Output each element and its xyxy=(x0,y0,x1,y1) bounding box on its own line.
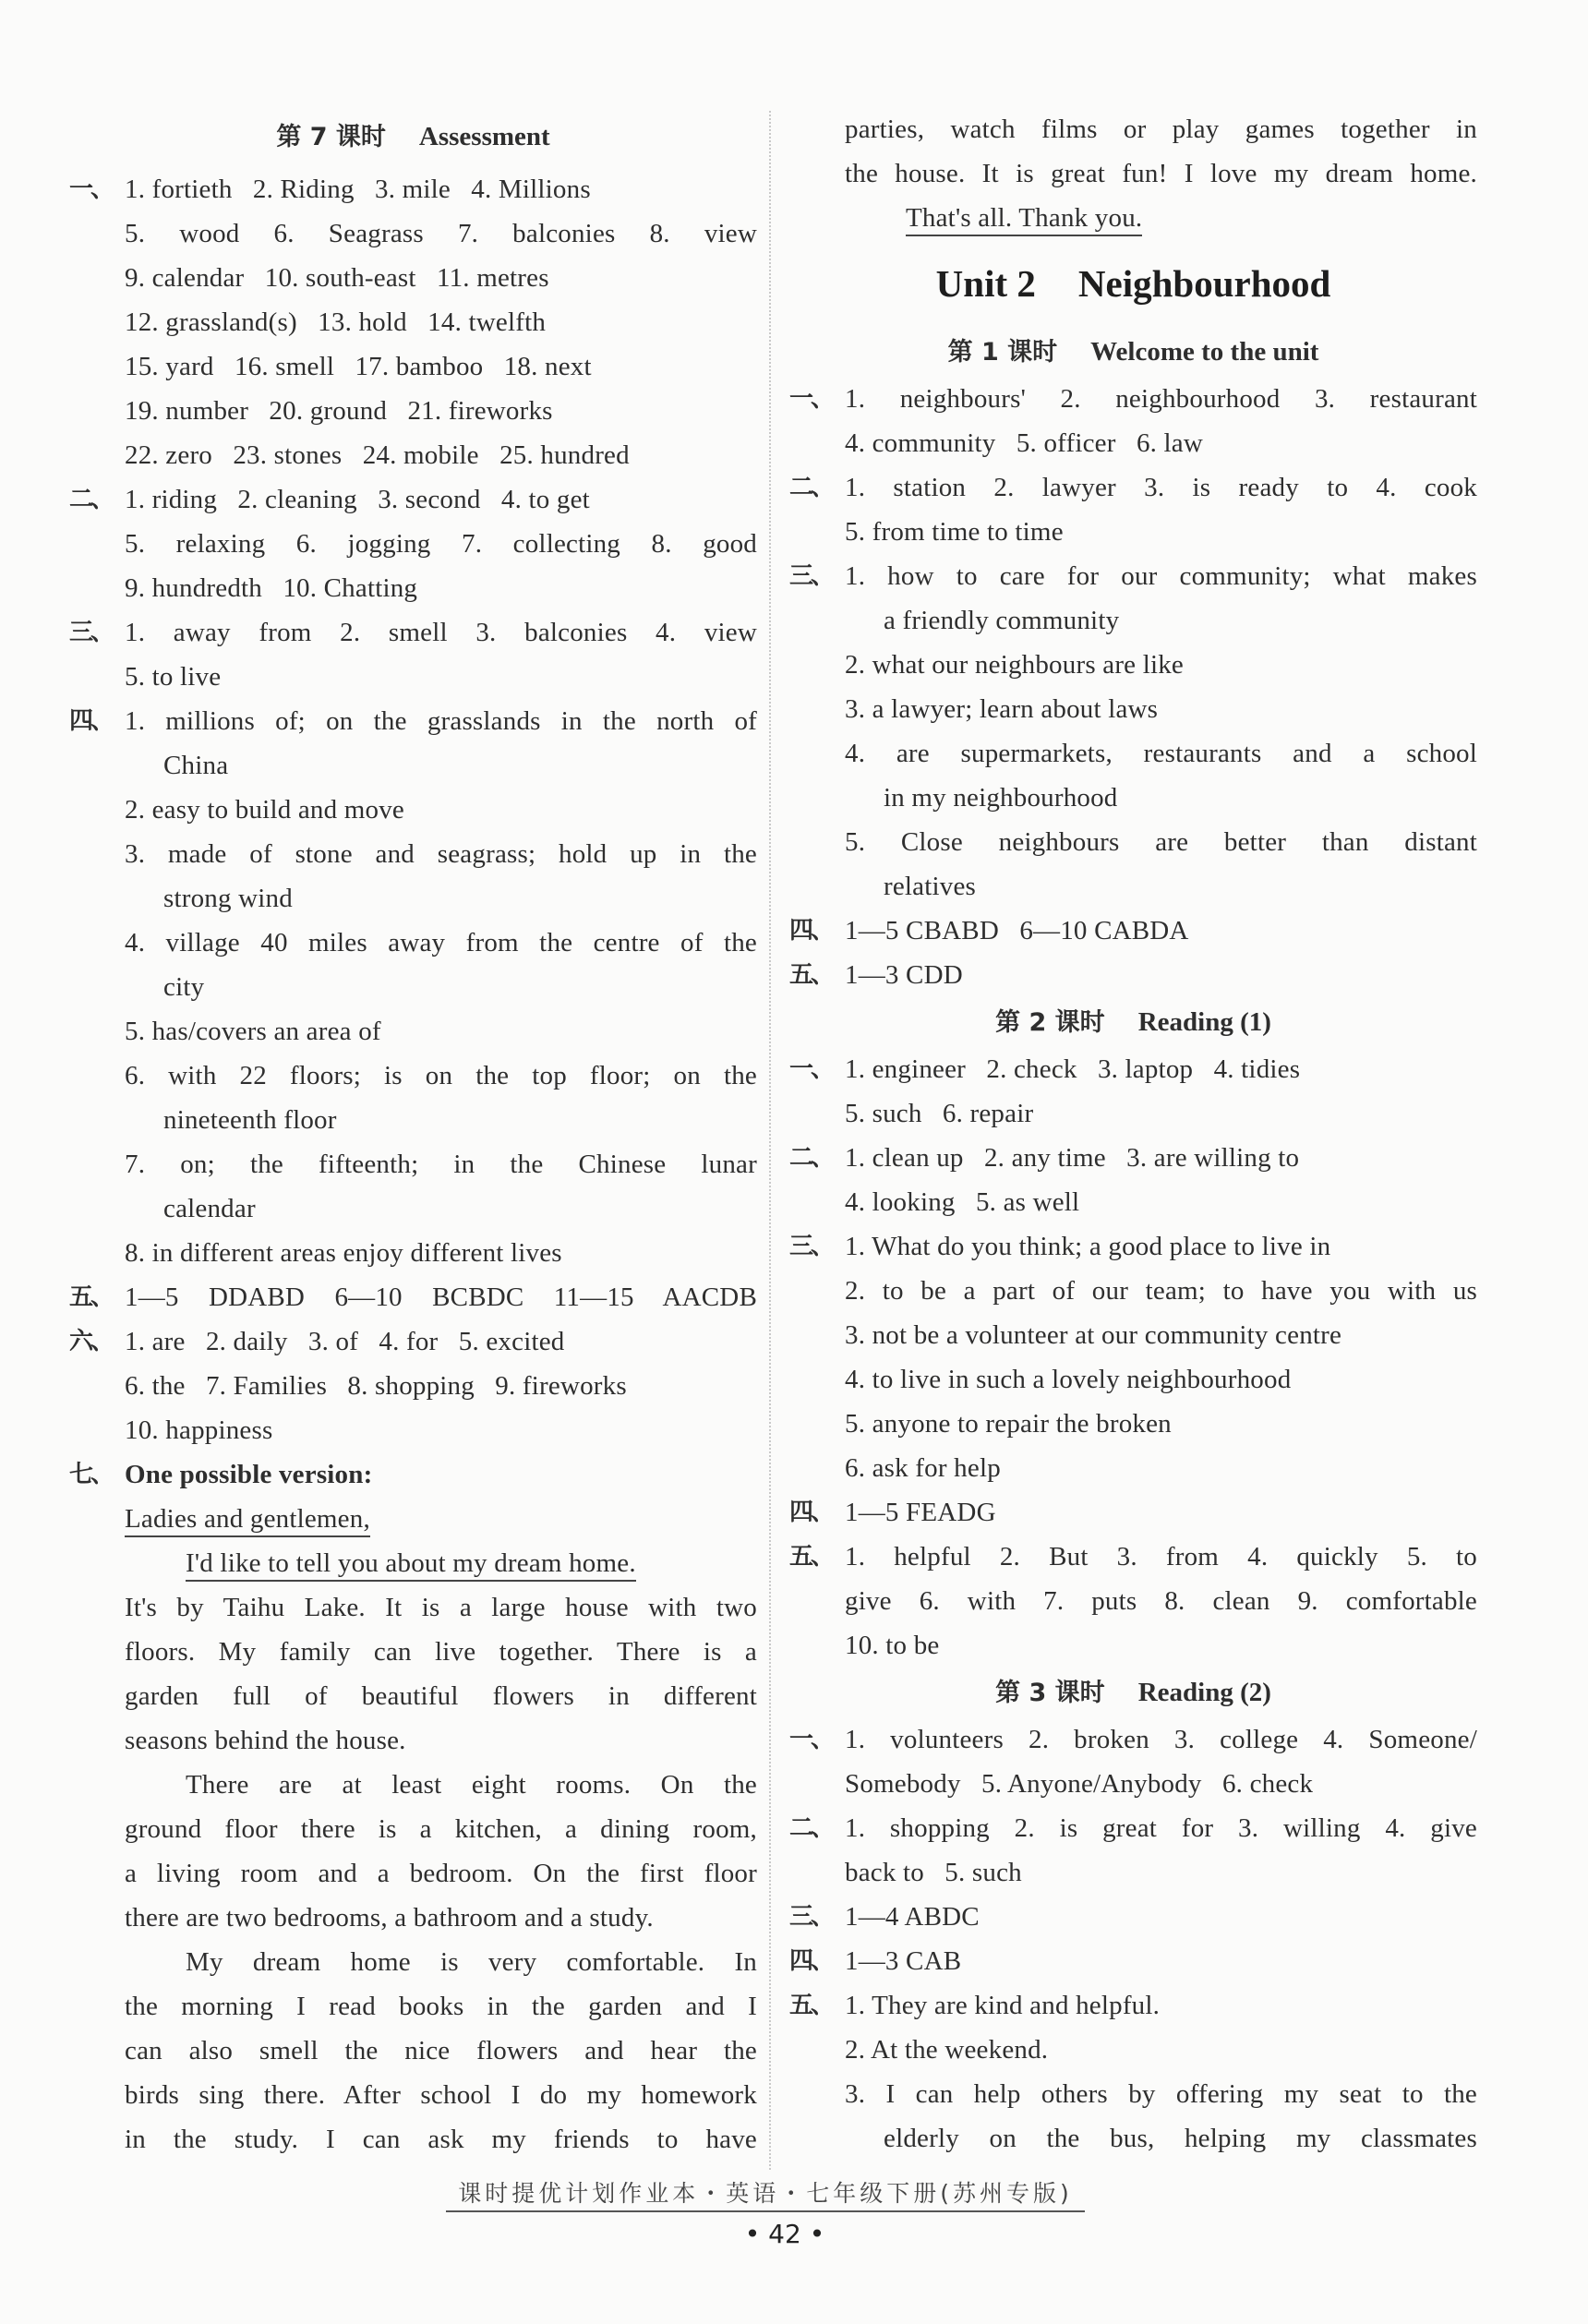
lesson-title: Assessment xyxy=(418,122,550,151)
answer-text: 1. volunteers 2. broken 3. college 4. Someone/ xyxy=(845,1725,1477,1754)
answer-line xyxy=(69,610,757,655)
section-marker: 五、 xyxy=(789,1543,833,1571)
section-marker: 一、 xyxy=(789,1726,833,1753)
answer-line xyxy=(789,1579,1477,1623)
section-marker: 一、 xyxy=(789,385,833,413)
answer-text: 4. are supermarkets, restaurants and a school xyxy=(845,739,1477,768)
answer-text: 3. made of stone and seagrass; hold up in the xyxy=(125,839,757,869)
answer-text: 19. number 20. ground 21. fireworks xyxy=(125,396,553,426)
section-marker: 五、 xyxy=(69,1283,113,1311)
answer-line xyxy=(69,389,757,433)
page-number: • 42 • xyxy=(744,2219,825,2249)
answer-text: the morning I read books in the garden and I xyxy=(125,1992,757,2021)
answer-line xyxy=(69,1319,757,1364)
answer-line xyxy=(69,1630,757,1674)
answer-line xyxy=(789,1446,1477,1490)
answer-text: elderly on the bus, helping my classmates xyxy=(884,2124,1477,2153)
answer-text: 3. not be a volunteer at our community centre xyxy=(845,1320,1342,1350)
answer-line xyxy=(789,377,1477,421)
answer-text: the house. It is great fun! I love my dream home. xyxy=(845,159,1477,188)
section-marker: 三、 xyxy=(789,1233,833,1260)
answer-text: 1. clean up 2. any time 3. are willing to xyxy=(845,1143,1300,1173)
underlined-text xyxy=(125,1497,757,1541)
answer-text: 5. such 6. repair xyxy=(845,1099,1034,1128)
underlined-text xyxy=(186,1541,757,1585)
answer-text: 1. station 2. lawyer 3. is ready to 4. cook xyxy=(845,473,1477,502)
answer-line xyxy=(789,1269,1477,1313)
answer-line xyxy=(789,864,1477,909)
answer-line xyxy=(69,1364,757,1408)
answer-text: 2. easy to build and move xyxy=(125,795,405,825)
answer-line xyxy=(789,820,1477,864)
answer-line xyxy=(69,2117,757,2161)
answer-text: That's all. Thank you. xyxy=(906,203,1142,236)
right-column xyxy=(789,107,1477,2161)
answer-text: 4. looking 5. as well xyxy=(845,1187,1080,1217)
answer-text: 6. with 22 floors; is on the top floor; on the xyxy=(125,1061,757,1090)
answer-line xyxy=(789,1091,1477,1136)
answer-text: city xyxy=(163,972,205,1002)
answer-text: nineteenth floor xyxy=(163,1105,337,1135)
answer-line xyxy=(69,211,757,256)
answer-line xyxy=(69,876,757,921)
answer-line xyxy=(69,965,757,1009)
answer-text: 1. how to care for our community; what makes xyxy=(845,561,1477,591)
answer-text: 3. I can help others by offering my seat to the xyxy=(845,2079,1477,2109)
answer-line xyxy=(789,687,1477,731)
section-marker: 二、 xyxy=(789,1814,833,1842)
answer-text: 8. in different areas enjoy different lives xyxy=(125,1238,562,1268)
unit-heading xyxy=(789,240,1477,327)
answer-text: 3. a lawyer; learn about laws xyxy=(845,694,1159,724)
answer-line xyxy=(789,510,1477,554)
answer-line xyxy=(69,1984,757,2029)
answer-line xyxy=(789,1762,1477,1806)
answer-line xyxy=(789,1402,1477,1446)
answer-line xyxy=(69,300,757,344)
answer-line xyxy=(69,1009,757,1054)
answer-text: relatives xyxy=(884,872,977,901)
answer-line xyxy=(69,1497,757,1541)
answer-line xyxy=(69,832,757,876)
answer-text: 5. anyone to repair the broken xyxy=(845,1409,1172,1439)
answer-text: 1—5 FEADG xyxy=(845,1498,996,1527)
answer-text: 1. engineer 2. check 3. laptop 4. tidies xyxy=(845,1054,1301,1084)
answer-text: 6. ask for help xyxy=(845,1453,1001,1483)
answer-line xyxy=(69,1054,757,1098)
answer-text: 1—5 DDABD 6—10 BCBDC 11—15 AACDB xyxy=(125,1282,757,1312)
answer-text: ground floor there is a kitchen, a dining room, xyxy=(125,1814,757,1844)
answer-line xyxy=(69,1541,757,1585)
answer-line xyxy=(789,1850,1477,1895)
answer-text: 1. What do you think; a good place to live in xyxy=(845,1232,1331,1261)
answer-text: Somebody 5. Anyone/Anybody 6. check xyxy=(845,1769,1314,1799)
answer-line xyxy=(69,1186,757,1231)
answer-line xyxy=(789,1717,1477,1762)
section-marker: 七、 xyxy=(69,1461,113,1488)
answer-text: 2. At the weekend. xyxy=(845,2035,1049,2065)
answer-text: 1—5 CBABD 6—10 CABDA xyxy=(845,916,1189,945)
answer-text: 6. the 7. Families 8. shopping 9. fireworks xyxy=(125,1371,627,1401)
answer-line xyxy=(789,1623,1477,1668)
answer-line xyxy=(69,256,757,300)
answer-line xyxy=(69,1585,757,1630)
answer-line xyxy=(789,776,1477,820)
lesson-number: 第 3 课时 xyxy=(995,1679,1105,1707)
answer-text: floors. My family can live together. There is a xyxy=(125,1637,757,1667)
answer-text: a living room and a bedroom. On the first floor xyxy=(125,1859,757,1888)
answer-text: 1. They are kind and helpful. xyxy=(845,1991,1161,2020)
answer-line xyxy=(789,598,1477,643)
section-marker: 一、 xyxy=(69,175,113,203)
answer-line xyxy=(789,1313,1477,1357)
answer-text: 22. zero 23. stones 24. mobile 25. hundred xyxy=(125,440,630,470)
lesson-heading xyxy=(789,997,1477,1047)
answer-line xyxy=(789,465,1477,510)
lesson-heading xyxy=(69,107,757,167)
answer-text: It's by Taihu Lake. It is a large house with two xyxy=(125,1593,757,1622)
answer-line xyxy=(69,1098,757,1142)
answer-line xyxy=(69,1718,757,1763)
answer-line xyxy=(69,699,757,743)
answer-text: My dream home is very comfortable. In xyxy=(186,1947,757,1977)
answer-line xyxy=(789,1983,1477,2028)
answer-line xyxy=(789,953,1477,997)
answer-line xyxy=(69,1763,757,1807)
answer-line xyxy=(69,1408,757,1452)
answer-text: strong wind xyxy=(163,884,293,913)
answer-text: 1—4 ABDC xyxy=(845,1902,980,1932)
answer-line xyxy=(69,1142,757,1186)
answer-text: back to 5. such xyxy=(845,1858,1022,1887)
answer-line xyxy=(69,433,757,477)
answer-text: 1—3 CDD xyxy=(845,960,963,990)
answer-text: 1—3 CAB xyxy=(845,1946,962,1976)
answer-line xyxy=(789,1136,1477,1180)
answer-line xyxy=(69,1231,757,1275)
lesson-heading xyxy=(789,1668,1477,1717)
answer-line xyxy=(789,1535,1477,1579)
answer-text: can also smell the nice flowers and hear the xyxy=(125,2036,757,2065)
answer-text: in my neighbourhood xyxy=(884,783,1118,813)
answer-text: 12. grassland(s) 13. hold 14. twelfth xyxy=(125,307,547,337)
answer-text: parties, watch films or play games together in xyxy=(845,114,1477,144)
answer-text: There are at least eight rooms. On the xyxy=(186,1770,757,1800)
answer-text: give 6. with 7. puts 8. clean 9. comfortable xyxy=(845,1586,1477,1616)
answer-text: 7. on; the fifteenth; in the Chinese lunar xyxy=(125,1150,757,1179)
answer-text: 10. to be xyxy=(845,1631,940,1660)
answer-line xyxy=(789,554,1477,598)
answer-text: 2. what our neighbours are like xyxy=(845,650,1184,680)
lesson-number: 第 2 课时 xyxy=(995,1008,1105,1037)
section-marker: 三、 xyxy=(69,619,113,646)
answer-line xyxy=(69,344,757,389)
answer-text: 1. riding 2. cleaning 3. second 4. to get xyxy=(125,485,590,514)
answer-line xyxy=(69,477,757,522)
answer-line xyxy=(69,1674,757,1718)
answer-line xyxy=(789,1357,1477,1402)
answer-text: 5. relaxing 6. jogging 7. collecting 8. good xyxy=(125,529,757,559)
answer-line xyxy=(789,1895,1477,1939)
section-marker: 四、 xyxy=(789,1499,833,1526)
answer-text: China xyxy=(163,751,229,780)
answer-text: a friendly community xyxy=(884,606,1120,635)
section-marker: 五、 xyxy=(789,961,833,989)
answer-line xyxy=(789,2072,1477,2116)
answer-line xyxy=(789,1180,1477,1224)
answer-line xyxy=(69,167,757,211)
answer-text: 1. are 2. daily 3. of 4. for 5. excited xyxy=(125,1327,565,1356)
section-marker: 六、 xyxy=(69,1328,113,1355)
answer-text: 1. helpful 2. But 3. from 4. quickly 5. to xyxy=(845,1542,1477,1571)
underlined-text xyxy=(906,196,1477,240)
answer-text: 15. yard 16. smell 17. bamboo 18. next xyxy=(125,352,592,381)
left-column xyxy=(69,107,757,2161)
lesson-number: 第 1 课时 xyxy=(947,338,1058,367)
answer-line xyxy=(69,655,757,699)
answer-line xyxy=(789,731,1477,776)
answer-line xyxy=(69,743,757,788)
answer-text: 4. to live in such a lovely neighbourhood xyxy=(845,1365,1292,1394)
answer-line xyxy=(789,196,1477,240)
answer-text: One possible version: xyxy=(125,1460,373,1489)
lesson-heading xyxy=(789,327,1477,377)
lesson-title: Welcome to the unit xyxy=(1090,337,1319,367)
answer-text: 1. away from 2. smell 3. balconies 4. view xyxy=(125,618,757,647)
section-marker: 二、 xyxy=(69,486,113,513)
lesson-number: 第 7 课时 xyxy=(276,123,386,151)
section-marker: 三、 xyxy=(789,562,833,590)
answer-line xyxy=(789,643,1477,687)
answer-text: 1. millions of; on the grasslands in the north of xyxy=(125,706,757,736)
answer-line xyxy=(789,1939,1477,1983)
answer-line xyxy=(69,1452,757,1497)
answer-text: 4. community 5. officer 6. law xyxy=(845,428,1204,458)
answer-text: 4. village 40 miles away from the centre of the xyxy=(125,928,757,957)
answer-line xyxy=(789,107,1477,151)
answer-line xyxy=(69,921,757,965)
unit-title: Neighbourhood xyxy=(1077,262,1331,305)
answer-text: 1. shopping 2. is great for 3. willing 4. give xyxy=(845,1813,1477,1843)
section-marker: 二、 xyxy=(789,1144,833,1172)
answer-line xyxy=(69,1940,757,1984)
answer-line xyxy=(69,2029,757,2073)
answer-text: 5. wood 6. Seagrass 7. balconies 8. view xyxy=(125,219,757,248)
answer-line xyxy=(69,1275,757,1319)
answer-line xyxy=(789,1047,1477,1091)
answer-text: 5. has/covers an area of xyxy=(125,1017,381,1046)
answer-text: 1. neighbours' 2. neighbourhood 3. restaurant xyxy=(845,384,1477,414)
answer-line xyxy=(789,909,1477,953)
answer-text: calendar xyxy=(163,1194,256,1223)
section-marker: 五、 xyxy=(789,1992,833,2019)
section-marker: 四、 xyxy=(789,917,833,945)
answer-text: I'd like to tell you about my dream home. xyxy=(186,1548,636,1582)
answer-text: 9. calendar 10. south-east 11. metres xyxy=(125,263,549,293)
answer-line xyxy=(789,2116,1477,2161)
unit-number: Unit 2 xyxy=(935,262,1036,305)
section-marker: 二、 xyxy=(789,474,833,501)
answer-line xyxy=(69,1807,757,1851)
lesson-title: Reading (1) xyxy=(1137,1007,1271,1037)
answer-line xyxy=(69,1896,757,1940)
answer-line xyxy=(69,566,757,610)
answer-line xyxy=(789,151,1477,196)
answer-line xyxy=(69,1851,757,1896)
answer-text: 5. from time to time xyxy=(845,517,1064,547)
lesson-title: Reading (2) xyxy=(1137,1678,1271,1707)
answer-line xyxy=(789,421,1477,465)
answer-text: birds sing there. After school I do my homework xyxy=(125,2080,757,2110)
answer-text: 2. to be a part of our team; to have you with us xyxy=(845,1276,1477,1306)
answer-text: 1. fortieth 2. Riding 3. mile 4. Millions xyxy=(125,175,591,204)
section-marker: 四、 xyxy=(69,707,113,735)
column-divider xyxy=(769,111,771,2170)
answer-text: 5. to live xyxy=(125,662,222,692)
answer-text: garden full of beautiful flowers in different xyxy=(125,1681,757,1711)
answer-text: 5. Close neighbours are better than distant xyxy=(845,827,1477,857)
answer-text: in the study. I can ask my friends to have xyxy=(125,2125,757,2154)
answer-line xyxy=(789,1806,1477,1850)
answer-text: 10. happiness xyxy=(125,1415,273,1445)
answer-text: seasons behind the house. xyxy=(125,1726,406,1755)
answer-line xyxy=(789,1224,1477,1269)
answer-text: there are two bedrooms, a bathroom and a study. xyxy=(125,1903,654,1933)
answer-text: 9. hundredth 10. Chatting xyxy=(125,573,418,603)
answer-text: Ladies and gentlemen, xyxy=(125,1504,370,1537)
section-marker: 一、 xyxy=(789,1055,833,1083)
answer-line xyxy=(69,522,757,566)
answer-line xyxy=(789,2028,1477,2072)
answer-line xyxy=(69,2073,757,2117)
section-marker: 三、 xyxy=(789,1903,833,1931)
answer-line xyxy=(69,788,757,832)
answer-line xyxy=(789,1490,1477,1535)
section-marker: 四、 xyxy=(789,1947,833,1975)
footer-book-title: 课时提优计划作业本・英语・七年级下册(苏州专版) xyxy=(446,2179,1085,2212)
